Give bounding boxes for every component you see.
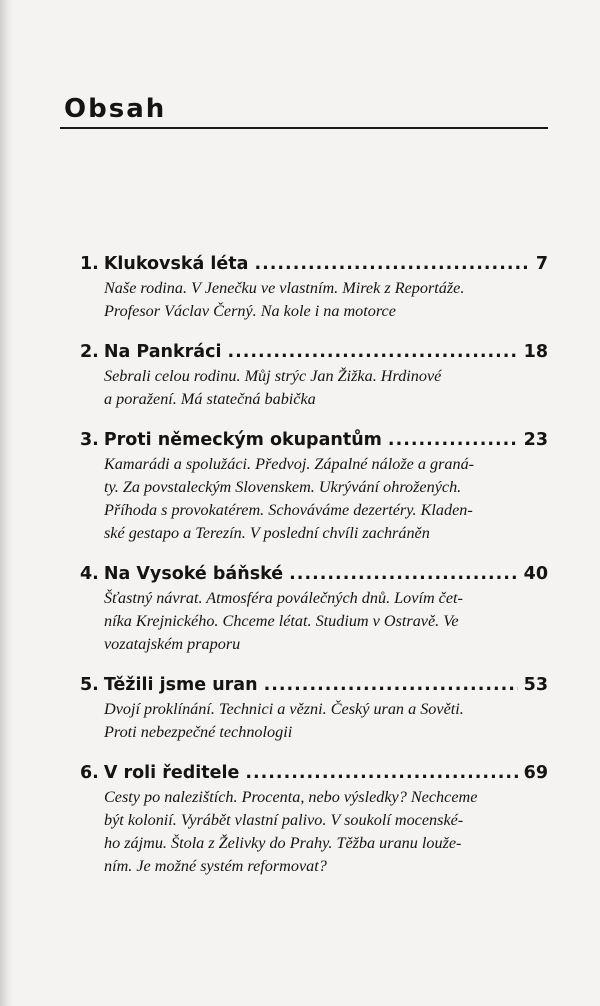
chapter-title: Na Pankráci [103, 342, 222, 362]
chapter-number: 2. [80, 342, 99, 362]
page-number: 69 [523, 763, 548, 783]
description-line: ho zájmu. Štola z Želivky do Prahy. Těžba uranu louže- [104, 834, 462, 852]
toc-entry-3 [80, 428, 548, 545]
chapter-description [80, 365, 548, 411]
description-line: Příhoda s provokatérem. Schováváme dezertéry. Kladen- [104, 501, 473, 519]
dot-leader [245, 761, 517, 785]
chapter-number: 3. [80, 430, 99, 450]
chapter-description [80, 786, 548, 878]
toc-entry-head [80, 252, 548, 276]
dot-leader [388, 428, 518, 452]
chapter-description [80, 453, 548, 545]
page-number: 18 [523, 342, 548, 362]
page-title: Obsah [64, 94, 167, 124]
toc-entry-4 [80, 562, 548, 656]
chapter-title: Klukovská léta [103, 254, 249, 274]
dot-leader [289, 562, 517, 586]
description-line: ské gestapo a Terezín. V poslední chvíli zachráněn [104, 524, 430, 542]
description-line: Kamarádi a spolužáci. Předvoj. Zápalné nálože a graná- [104, 455, 475, 473]
toc-entry-head [80, 428, 548, 452]
page-number: 7 [535, 254, 548, 274]
chapter-number: 4. [80, 564, 99, 584]
description-line: Cesty po nalezištích. Procenta, nebo výsledky? Nechceme [104, 788, 478, 806]
chapter-description [80, 587, 548, 656]
description-line: Šťastný návrat. Atmosféra poválečných dnů. Lovím čet- [104, 589, 463, 607]
description-line: a poražení. Má statečná babička [104, 390, 316, 408]
chapter-number: 5. [80, 675, 99, 695]
chapter-title: Na Vysoké báňské [103, 564, 284, 584]
toc-entry-6 [80, 761, 548, 878]
page-number: 53 [523, 675, 548, 695]
description-line: níka Krejnického. Chceme létat. Studium v Ostravě. Ve [104, 612, 459, 630]
toc-entry-2 [80, 340, 548, 411]
page-number: 40 [523, 564, 548, 584]
chapter-title: Těžili jsme uran [103, 675, 258, 695]
description-line: Profesor Václav Černý. Na kole i na motorce [104, 302, 396, 320]
toc-entry-5 [80, 673, 548, 744]
toc-entry-1 [80, 252, 548, 323]
description-line: ty. Za povstaleckým Slovenskem. Ukrývání ohrožených. [104, 478, 462, 496]
chapter-description [80, 698, 548, 744]
description-line: Dvojí proklínání. Technici a vězni. Český uran a Sověti. [104, 700, 464, 718]
toc-entry-head [80, 340, 548, 364]
toc-entry-head [80, 562, 548, 586]
toc-entry-head [80, 761, 548, 785]
description-line: Naše rodina. V Jenečku ve vlastním. Mirek z Reportáže. [104, 279, 465, 297]
table-of-contents [80, 252, 548, 895]
chapter-number: 1. [80, 254, 99, 274]
description-line: vozatajském praporu [104, 635, 241, 653]
dot-leader [227, 340, 517, 364]
heading-rule [60, 127, 548, 129]
description-line: Proti nebezpečné technologii [104, 723, 293, 741]
page-number: 23 [523, 430, 548, 450]
chapter-title: V roli ředitele [103, 763, 240, 783]
chapter-description [80, 277, 548, 323]
page-gutter-shadow [0, 0, 14, 1006]
dot-leader [254, 252, 529, 276]
dot-leader [264, 673, 518, 697]
description-line: ním. Je možné systém reformovat? [104, 857, 327, 875]
description-line: Sebrali celou rodinu. Můj strýc Jan Žižka. Hrdinové [104, 367, 442, 385]
toc-entry-head [80, 673, 548, 697]
chapter-title: Proti německým okupantům [103, 430, 382, 450]
description-line: být kolonií. Vyrábět vlastní palivo. V soukolí mocenské- [104, 811, 464, 829]
chapter-number: 6. [80, 763, 99, 783]
